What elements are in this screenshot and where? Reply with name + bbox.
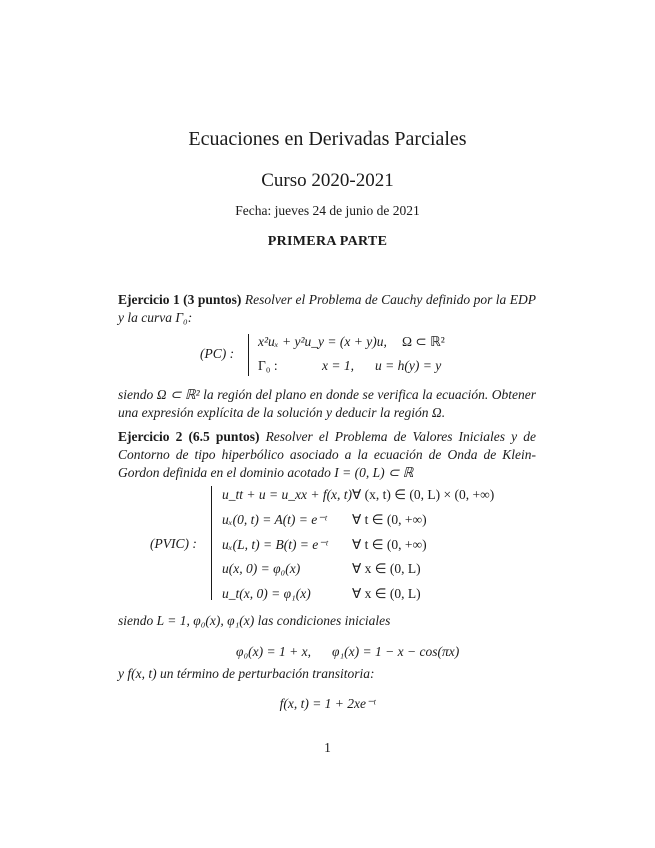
pvic-cond-3: ∀ t ∈ (0, +∞) (352, 537, 427, 552)
document-title: Ecuaciones en Derivadas Parciales (188, 128, 467, 150)
pvic-eq-3: uₓ(L, t) = B(t) = e⁻ᵗ (222, 537, 328, 552)
initial-conditions-text: siendo L = 1, φ₀(x), φ₁(x) las condiciones iniciales (118, 613, 391, 628)
pvic-eq-5: u_t(x, 0) = φ₁(x) (222, 586, 311, 601)
exercise-2-statement (118, 428, 536, 482)
exam-date: Fecha: jueves 24 de junio de 2021 (235, 203, 420, 218)
part-heading: PRIMERA PARTE (267, 234, 388, 249)
pc-curve-x: x = 1, (322, 358, 354, 373)
phi1-definition: φ₁(x) = 1 − x − cos(πx) (332, 644, 460, 659)
pvic-cond-5: ∀ x ∈ (0, L) (352, 586, 421, 601)
exercise-2-heading: Ejercicio 2 (6.5 puntos) (118, 429, 260, 444)
pvic-eq-2: uₓ(0, t) = A(t) = e⁻ᵗ (222, 512, 327, 527)
perturbation-text: y f(x, t) un término de perturbación transitoria: (118, 666, 375, 681)
pvic-eq-1: u_tt + u = u_xx + f(x, t) (222, 487, 353, 502)
exercise-1-closing: siendo Ω ⊂ ℝ² la región del plano en donde se verifica la ecuación. Obtener una expresión explícita de la solución y deducir la región Ω. (118, 387, 536, 420)
pvic-eq-4: u(x, 0) = φ₀(x) (222, 561, 301, 576)
pc-label: (PC) : (200, 346, 235, 361)
pvic-label: (PVIC) : (150, 536, 197, 551)
pc-curve-u: u = h(y) = y (375, 358, 442, 373)
page-number: 1 (324, 740, 331, 755)
exercise-1-heading: Ejercicio 1 (3 puntos) (118, 292, 242, 307)
pvic-cond-1: ∀ (x, t) ∈ (0, L) × (0, +∞) (352, 487, 495, 502)
course-label: Curso 2020-2021 (261, 170, 394, 191)
pc-curve-label: Γ₀ : (258, 358, 278, 373)
pvic-brace (211, 486, 212, 600)
pc-equation: x²uₓ + y²u_y = (x + y)u, (258, 334, 387, 349)
f-definition: f(x, t) = 1 + 2xe⁻ᵗ (279, 696, 376, 711)
pvic-cond-4: ∀ x ∈ (0, L) (352, 561, 421, 576)
pvic-cond-2: ∀ t ∈ (0, +∞) (352, 512, 427, 527)
exercise-1-text: Resolver el Problema de Cauchy definido por la EDP y la curva Γ₀: (118, 292, 537, 325)
pc-domain: Ω ⊂ ℝ² (402, 334, 445, 349)
exercise-1-statement (118, 291, 536, 327)
phi0-definition: φ₀(x) = 1 + x, (236, 644, 311, 659)
exercise-2-text: Resolver el Problema de Valores Iniciales y de Contorno de tipo hiperbólico asociado a la ecuación de Onda de Klein-Gordon definida en el dominio acotado I = (0, L) ⊂ ℝ (118, 429, 536, 480)
pc-brace (248, 334, 249, 376)
